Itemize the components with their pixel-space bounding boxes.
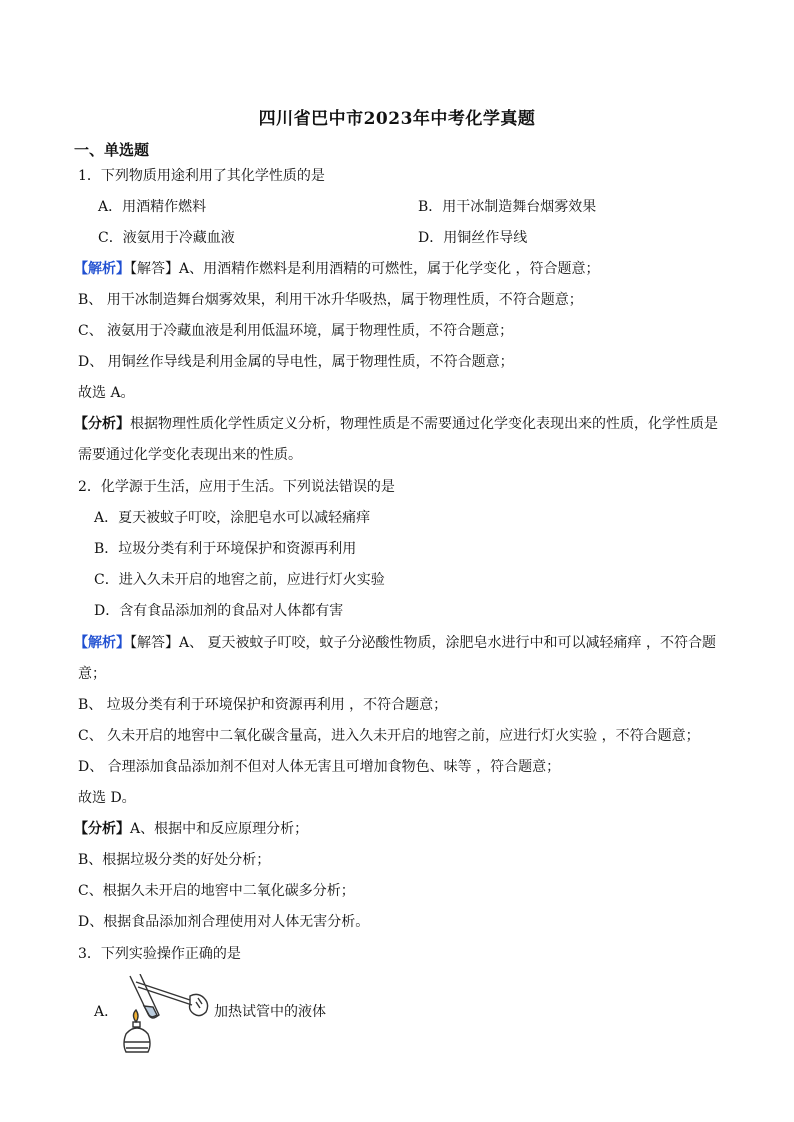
q1-explanation-d: D、 用铜丝作导线是利用金属的导电性，属于物理性质，不符合题意； (78, 354, 514, 370)
q2-stem: 2．化学源于生活，应用于生活。下列说法错误的是 (78, 479, 395, 495)
q2-explanation-text: 【解答】A、 夏天被蚊子叮咬，蚊子分泌酸性物质，涂肥皂水进行中和可以减轻痛痒 ，不符合题 (130, 635, 717, 651)
q1-option-b: B．用干冰制造舞台烟雾效果 (418, 199, 597, 215)
q2-explanation-wrap: 意； (78, 666, 106, 682)
q2-option-c: C．进入久未开启的地窖之前，应进行灯火实验 (94, 572, 385, 588)
fenxi-tag: 【分析】 (74, 416, 130, 432)
q1-explanation-text: 【解答】A、用酒精作燃料是利用酒精的可燃性，属于化学变化 ，符合题意； (130, 261, 600, 277)
heating-test-tube-illustration (118, 974, 214, 1058)
q2-analysis-text: A、根据中和反应原理分析； (130, 821, 309, 837)
q1-stem: 1．下列物质用途利用了其化学性质的是 (78, 168, 325, 184)
q2-analysis-d: D、根据食品添加剂合理使用对人体无害分析。 (78, 914, 370, 930)
q1-analysis-line (74, 414, 746, 434)
q2-analysis-c: C、根据久未开启的地窖中二氧化碳多分析； (78, 883, 355, 899)
q1-explanation-c: C、 液氨用于冷藏血液是利用低温环境，属于物理性质，不符合题意； (78, 323, 514, 339)
q2-answer: 故选 D。 (78, 790, 136, 806)
q2-option-b: B．垃圾分类有利于环境保护和资源再利用 (94, 541, 357, 557)
fenxi-tag: 【分析】 (74, 821, 130, 837)
q2-analysis-line (74, 819, 746, 839)
q2-option-a: A．夏天被蚊子叮咬，涂肥皂水可以减轻痛痒 (94, 510, 371, 526)
q1-option-d: D．用铜丝作导线 (418, 230, 528, 246)
q3-stem: 3．下列实验操作正确的是 (78, 946, 241, 962)
jiexi-tag: 【解析】 (74, 261, 130, 277)
q1-explanation-b: B、 用干冰制造舞台烟雾效果，利用干冰升华吸热，属于物理性质，不符合题意； (78, 292, 583, 308)
q3-option-a-letter: A． (94, 1004, 119, 1020)
q2-analysis-b: B、根据垃圾分类的好处分析； (78, 852, 271, 868)
jiexi-tag: 【解析】 (74, 635, 130, 651)
q2-explanation-b: B、 垃圾分类有利于环境保护和资源再利用 ，不符合题意； (78, 697, 448, 713)
section-heading: 一、单选题 (74, 141, 150, 159)
page-title: 四川省巴中市2023年中考化学真题 (258, 109, 536, 129)
q1-option-a: A．用酒精作燃料 (98, 199, 207, 215)
q1-analysis-text: 根据物理性质化学性质定义分析，物理性质是不需要通过化学变化表现出来的性质，化学性质是 (130, 416, 718, 432)
q1-analysis-cont: 需要通过化学变化表现出来的性质。 (78, 447, 302, 463)
q2-option-d: D．含有食品添加剂的食品对人体都有害 (94, 603, 344, 619)
q2-explanation-line (74, 633, 746, 653)
q1-option-c: C．液氨用于冷藏血液 (98, 230, 235, 246)
q2-explanation-c: C、 久未开启的地窖中二氧化碳含量高，进入久未开启的地窖之前，应进行灯火实验 ，不符合题意； (78, 728, 700, 744)
q2-explanation-d: D、 合理添加食品添加剂不但对人体无害且可增加食物色、味等 ，符合题意； (78, 759, 561, 775)
q1-answer: 故选 A。 (78, 385, 135, 401)
q1-explanation-line (74, 259, 746, 279)
q3-option-a-text: 加热试管中的液体 (214, 1004, 326, 1020)
